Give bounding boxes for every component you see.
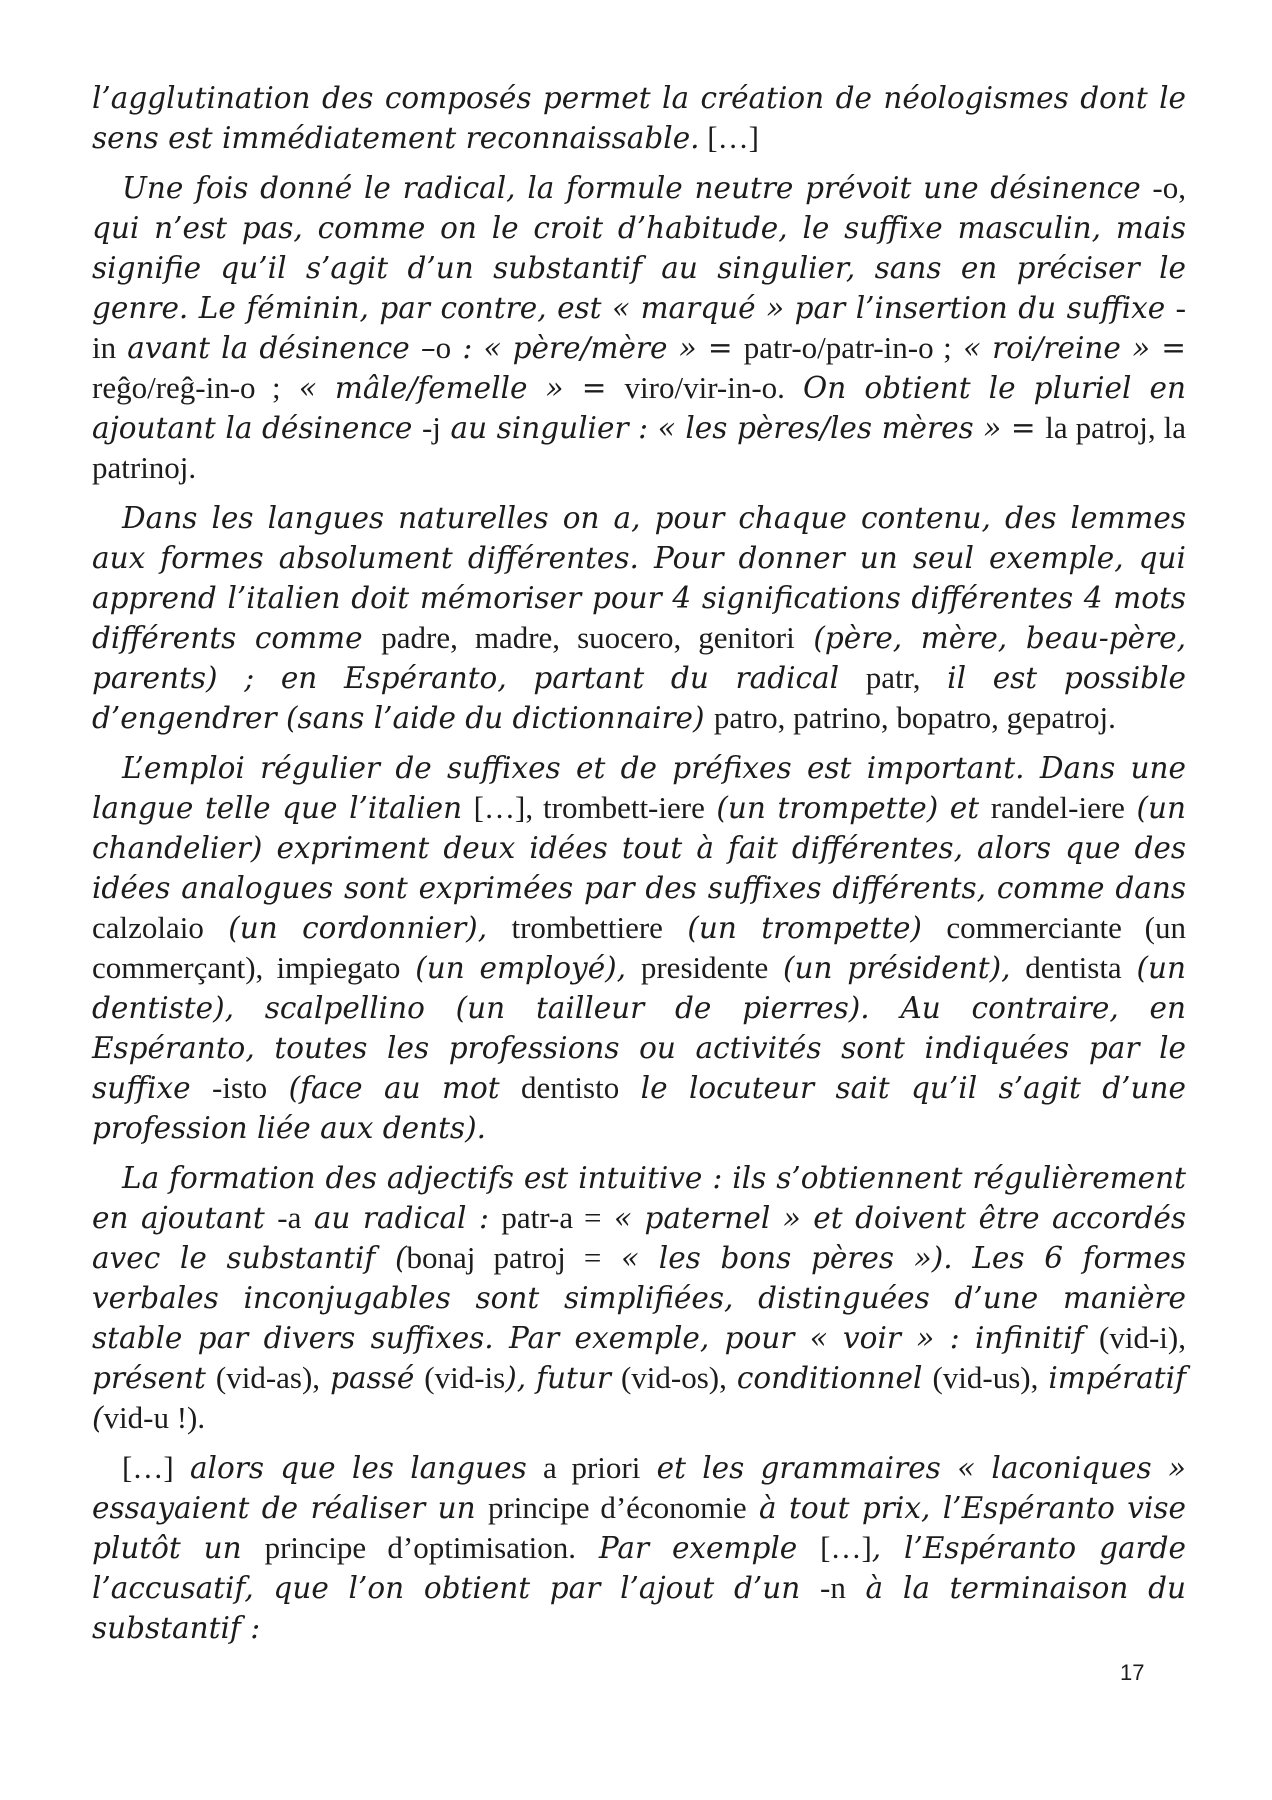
paragraph-3 bbox=[92, 498, 1186, 738]
italic-run: impératif ( bbox=[92, 1361, 1186, 1435]
roman-run: -n bbox=[820, 1570, 846, 1605]
italic-run: à tout prix, l’Espéranto vise plutôt un bbox=[92, 1491, 1186, 1565]
roman-run: patr-a = bbox=[501, 1200, 602, 1235]
roman-run: (vid-is bbox=[424, 1360, 506, 1395]
roman-run: (vid-os), bbox=[620, 1360, 727, 1395]
page-body bbox=[92, 78, 1186, 1658]
italic-run: (un cordonnier), bbox=[203, 911, 512, 945]
italic-run: le locuteur sait qu’il s’agit d’une profession liée aux dents). bbox=[92, 1071, 1186, 1145]
italic-run: (un trompette) bbox=[662, 911, 947, 945]
roman-run: principe d’optimisation. bbox=[264, 1530, 576, 1565]
roman-run: dentista bbox=[1025, 950, 1122, 985]
roman-run: […] bbox=[122, 1450, 174, 1485]
italic-run: ), futur bbox=[505, 1361, 621, 1395]
roman-run: reĝo/reĝ-in-o ; bbox=[92, 370, 281, 405]
roman-run: a priori bbox=[543, 1450, 641, 1485]
roman-run: dentisto bbox=[521, 1070, 620, 1105]
roman-run: -a bbox=[277, 1200, 302, 1235]
roman-run: (vid-us), bbox=[932, 1360, 1039, 1395]
roman-run: -o, bbox=[1152, 170, 1186, 205]
italic-run: qui n’est pas, comme on le croit d’habitude, le suffixe masculin, mais signifie qu’il s’agit d’un substantif au singulier, sans en préciser le genre. Le féminin, par contre, est « marqué » par l’insertion du suffixe bbox=[92, 211, 1186, 325]
italic-run: « mâle/femelle » = bbox=[280, 371, 625, 405]
paragraph-1 bbox=[92, 78, 1186, 158]
page-number: 17 bbox=[1120, 1660, 1145, 1685]
italic-run: (père, mère, beau-père, parents) ; en Espéranto, partant du radical bbox=[92, 621, 1187, 695]
italic-run: (face au mot bbox=[267, 1071, 522, 1105]
italic-run: l’agglutination des composés permet la création de néologismes dont le sens est immédiatement reconnaissable. bbox=[92, 81, 1186, 155]
roman-run: principe d’économie bbox=[487, 1490, 747, 1525]
italic-run: (un employé), bbox=[400, 951, 641, 985]
roman-run: calzolaio bbox=[92, 910, 204, 945]
roman-run: […], trombett-iere bbox=[473, 790, 705, 825]
roman-run: (vid-i), bbox=[1099, 1320, 1186, 1355]
roman-run: -j bbox=[421, 410, 441, 445]
italic-run: (un dentiste), scalpellino (un tailleur de pierres). Au contraire, en Espéranto, toutes les professions ou activités sont indiquées par le suffixe bbox=[92, 951, 1186, 1105]
roman-run: -isto bbox=[212, 1070, 268, 1105]
italic-run: On obtient le pluriel en ajoutant la désinence bbox=[92, 371, 1187, 445]
italic-run: La formation des adjectifs est intuitive : ils s’obtiennent régulièrement en ajoutant bbox=[92, 1161, 1186, 1235]
italic-run: « les bons pères »). Les 6 formes verbales inconjugables sont simplifiées, distinguées d’une manière stable par divers suffixes. Par exemple, pour « voir » : infinitif bbox=[92, 1241, 1187, 1355]
roman-run: presidente bbox=[640, 950, 769, 985]
italic-run: avant la désinence – bbox=[116, 331, 436, 365]
italic-run: alors que les langues bbox=[173, 1451, 544, 1485]
italic-run: Une fois donné le radical, la formule neutre prévoit une désinence bbox=[122, 171, 1153, 205]
italic-run: au singulier : « les pères/les mères » = bbox=[440, 411, 1046, 445]
roman-run: o bbox=[435, 330, 452, 365]
italic-run: (un président), bbox=[768, 951, 1026, 985]
italic-run: présent bbox=[92, 1361, 216, 1395]
paragraph-2 bbox=[92, 168, 1186, 488]
italic-run: à la terminaison du substantif : bbox=[92, 1571, 1186, 1645]
roman-run: bonaj patroj = bbox=[406, 1240, 602, 1275]
italic-run: « paternel » et doivent être accordés avec le substantif ( bbox=[92, 1201, 1187, 1275]
roman-run: patr-o/patr-in-o ; bbox=[743, 330, 952, 365]
roman-run: […] bbox=[820, 1530, 872, 1565]
roman-run: trombettiere bbox=[511, 910, 663, 945]
roman-run: commerciante (un commerçant), impiegato bbox=[92, 910, 1186, 985]
roman-run: padre, madre, suocero, genitori bbox=[381, 620, 795, 655]
roman-run: […] bbox=[699, 120, 759, 155]
roman-run: patr, bbox=[865, 660, 921, 695]
paragraph-6 bbox=[92, 1448, 1186, 1648]
italic-run: Par exemple bbox=[575, 1531, 821, 1565]
roman-run: viro/vir-in-o. bbox=[624, 370, 785, 405]
paragraph-4 bbox=[92, 748, 1186, 1148]
roman-run: (vid-as), bbox=[215, 1360, 321, 1395]
italic-run: : « père/mère » = bbox=[451, 331, 744, 365]
italic-run: L’emploi régulier de suffixes et de préfixes est important. Dans une langue telle que l’italien bbox=[92, 751, 1186, 825]
italic-run: passé bbox=[320, 1361, 425, 1395]
roman-run: randel-iere bbox=[990, 790, 1125, 825]
paragraph-5 bbox=[92, 1158, 1186, 1438]
italic-run: (un chandelier) expriment deux idées tout à fait différentes, alors que des idées analogues sont exprimées par des suffixes différents, comme dans bbox=[92, 791, 1187, 905]
roman-run: patro, patrino, bopatro, gepatroj. bbox=[713, 700, 1116, 735]
italic-run: au radical : bbox=[301, 1201, 502, 1235]
roman-run: vid-u !). bbox=[103, 1400, 206, 1435]
roman-run: la patroj, la patrinoj. bbox=[92, 410, 1186, 485]
italic-run: il est possible d’engendrer (sans l’aide du dictionnaire) bbox=[92, 661, 1186, 735]
italic-run: , l’Espéranto garde l’accusatif, que l’on obtient par l’ajout d’un bbox=[92, 1531, 1186, 1605]
italic-run: Dans les langues naturelles on a, pour chaque contenu, des lemmes aux formes absolument différentes. Pour donner un seul exemple, qui apprend l’italien doit mémoriser pour 4 significations différentes 4 mots différents comme bbox=[92, 501, 1186, 655]
roman-run: -in bbox=[92, 290, 1186, 365]
italic-run: conditionnel bbox=[726, 1361, 933, 1395]
italic-run: et les grammaires « laconiques » essayaient de réaliser un bbox=[92, 1451, 1186, 1525]
italic-run: (un trompette) et bbox=[704, 791, 991, 825]
italic-run: « roi/reine » = bbox=[951, 331, 1186, 365]
